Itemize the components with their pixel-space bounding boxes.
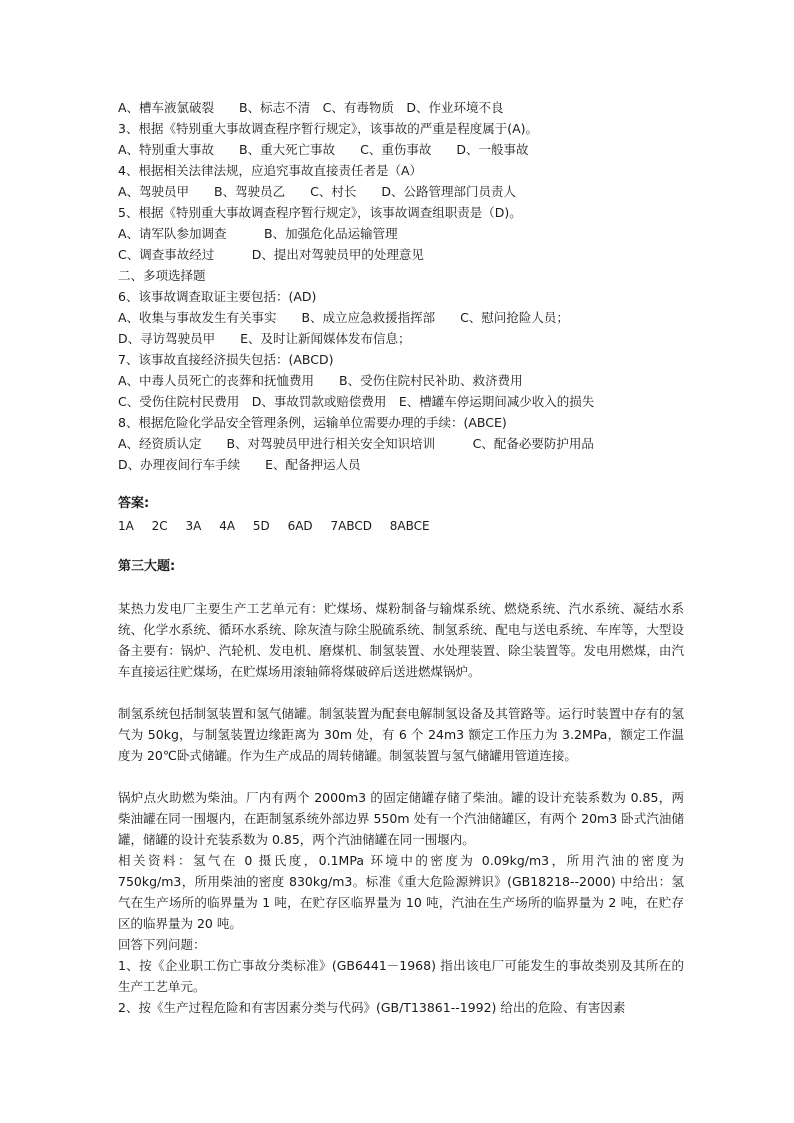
part3-paragraph-3: 锅炉点火助燃为柴油。厂内有两个 2000m3 的固定储罐存储了柴油。罐的设计充装系数为 0.85，两柴油罐在同一围堰内，在距制氢系统外部边界 550m 处有一个汽油储罐区，有两个 20m3 卧式汽油储罐，储罐的设计充装系数为 0.85，两个汽油储罐在同一围堰内。 [118,790,684,847]
q6-options-b: D、寻访驾驶员甲 E、及时让新闻媒体发布信息； [118,331,411,346]
q5-options-a: A、请军队参加调查 B、加强危化品运输管理 [118,226,398,241]
q8-options-a: A、经资质认定 B、对驾驶员甲进行相关安全知识培训 C、配备必要防护用品 [118,436,594,451]
answer-item: 2C [151,519,168,533]
answer-item: 8ABCE [389,519,430,533]
answer-item: 6AD [287,519,313,533]
question-7: 7、该事故直接经济损失包括：(ABCD) [118,352,334,367]
q8-options-b: D、办理夜间行车手续 E、配备押运人员 [118,457,361,472]
part3-paragraph-4: 相关资料：氢气在 0 摄氏度，0.1MPa 环境中的密度为 0.09kg/m3，所用汽油的密度为 750kg/m3，所用柴油的密度 830kg/m3。标准《重大危险源辨识》(GB18218--2000) 中给出：氢气在生产场所的临界量为 1 吨，在贮存区临界量为 10 吨，汽油在生产场所的临界量为 2 吨，在贮存区的临界量为 20 吨。 [118,853,684,931]
q4-options: A、驾驶员甲 B、驾驶员乙 C、村长 D、公路管理部门员责人 [118,184,516,199]
answers-list [118,516,444,536]
part3-heading: 第三大题: [118,559,176,574]
question-6: 6、该事故调查取证主要包括：(AD) [118,289,317,304]
q7-options-b: C、受伤住院村民费用 D、事故罚款或赔偿费用 E、槽罐车停运期间减少收入的损失 [118,394,595,409]
answer-item: 7ABCD [330,519,372,533]
answer-item: 1A [118,519,134,533]
q3-options: A、特别重大事故 B、重大死亡事故 C、重伤事故 D、一般事故 [118,142,529,157]
section-multiple-choice: 二、多项选择题 [118,268,206,283]
q6-options-a: A、收集与事故发生有关事实 B、成立应急救援指挥部 C、慰问抢险人员； [118,310,569,325]
q2-options: A、槽车液氯破裂 B、标志不清 C、有毒物质 D、作业环境不良 [118,100,504,115]
question-4: 4、根据相关法律法规，应追究事故直接责任者是（A） [118,163,423,178]
q7-options-a: A、中毒人员死亡的丧葬和抚恤费用 B、受伤住院村民补助、救济费用 [118,373,523,388]
part3-paragraph-1: 某热力发电厂主要生产工艺单元有：贮煤场、煤粉制备与输煤系统、燃烧系统、汽水系统、凝结水系统、化学水系统、循环水系统、除灰渣与除尘脱硫系统、制氢系统、配电与送电系统、车库等，大型设备主要有：锅炉、汽轮机、发电机、磨煤机、制氢装置、水处理装置、除尘装置等。发电用燃煤，由汽车直接运往贮煤场，在贮煤场用滚轴筛将煤破碎后送进燃煤锅炉。 [118,601,684,679]
answers-heading: 答案: [118,496,150,511]
answer-item: 3A [185,519,202,533]
answer-item: 4A [219,519,236,533]
part3-paragraph-2: 制氢系统包括制氢装置和氢气储罐。制氢装置为配套电解制氢设备及其管路等。运行时装置中存有的氢气为 50kg，与制氢装置边缘距离为 30m 处，有 6 个 24m3 额定工作压力为 3.2MPa，额定工作温度为 20℃卧式储罐。作为生产成品的周转储罐。制氢装置与氢气储罐用管道连接。 [118,706,684,763]
q5-options-b: C、调查事故经过 D、提出对驾驶员甲的处理意见 [118,247,424,262]
questions-prompt: 回答下列问题： [118,937,206,952]
question-8: 8、根据危险化学品安全管理条例，运输单位需要办理的手续：(ABCE) [118,415,507,430]
question-3: 3、根据《特别重大事故调查程序暂行规定》，该事故的严重是程度属于(A)。 [118,121,539,136]
part3-question-1: 1、按《企业职工伤亡事故分类标准》(GB6441－1968) 指出该电厂可能发生的事故类别及其所在的生产工艺单元。 [118,958,684,994]
part3-question-2: 2、按《生产过程危险和有害因素分类与代码》(GB/T13861--1992) 给出的危险、有害因素 [118,1000,626,1015]
answer-item: 5D [252,519,270,533]
question-5: 5、根据《特别重大事故调查程序暂行规定》，该事故调查组职责是（D)。 [118,205,522,220]
